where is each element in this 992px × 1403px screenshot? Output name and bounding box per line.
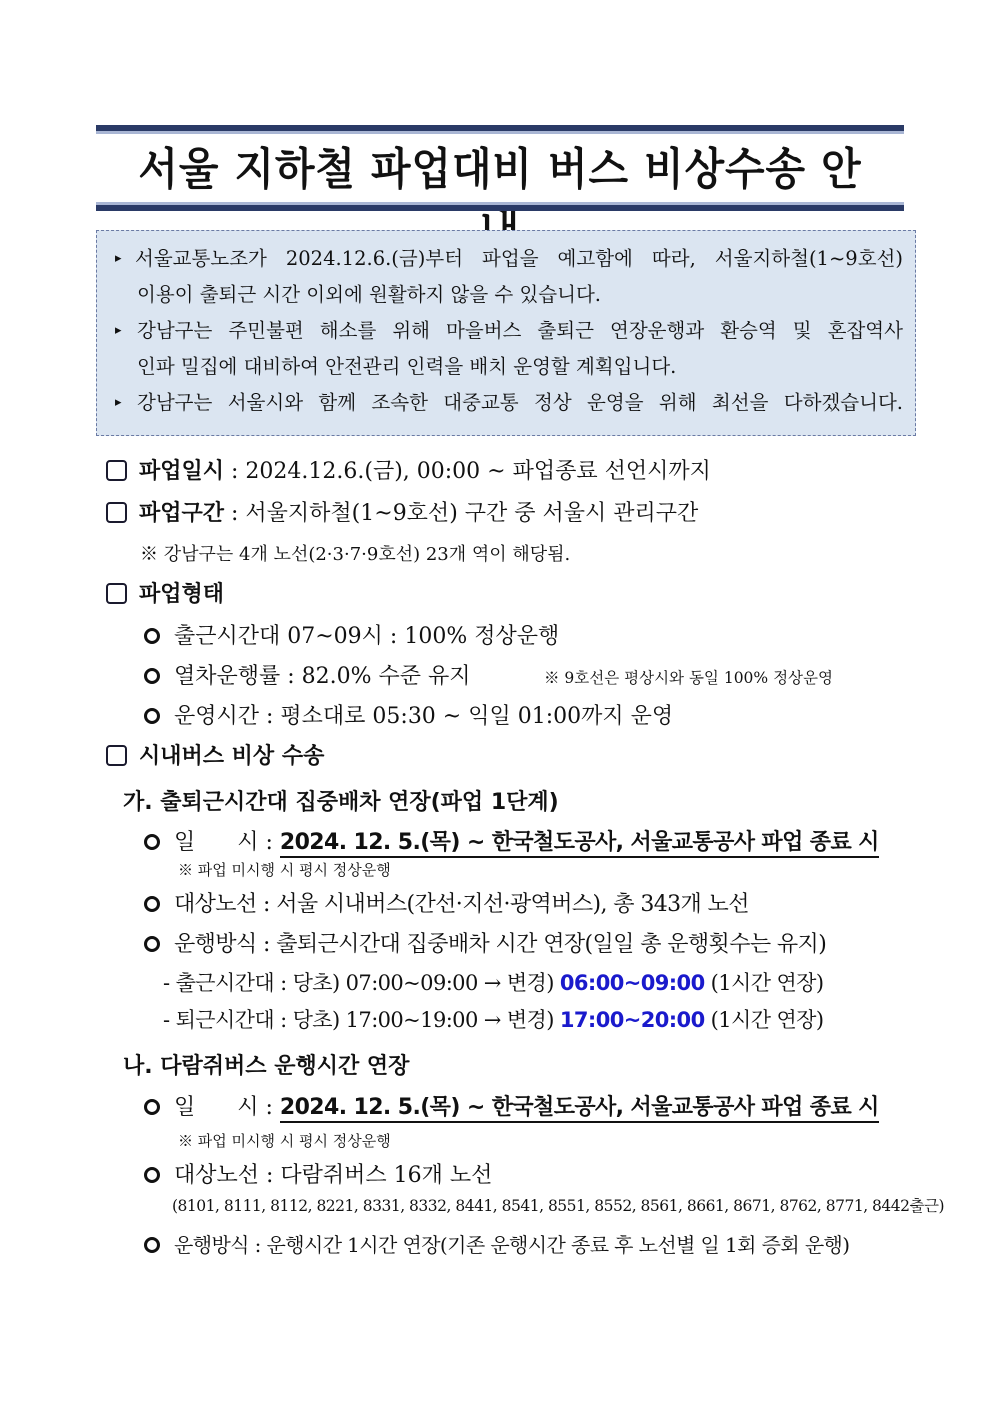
strike-section-value: : 서울지하철(1~9호선) 구간 중 서울시 관리구간 bbox=[224, 501, 699, 526]
intro-notice-box bbox=[96, 230, 916, 436]
title-top-rule bbox=[96, 125, 904, 134]
section-b-routes: 대상노선 : 다람쥐버스 16개 노선 bbox=[174, 1163, 493, 1188]
section-b-date-value: 2024. 12. 5.(목) ~ 한국철도공사, 서울교통공사 파업 종료 시 bbox=[280, 1095, 879, 1123]
intro-paragraph-1 bbox=[111, 241, 903, 313]
intro-line: 이용이 출퇴근 시간 이외에 원활하지 않을 수 있습니다. bbox=[137, 283, 602, 306]
checkbox-square-icon bbox=[106, 460, 127, 481]
strike-type-item bbox=[144, 619, 559, 650]
strike-type-item-text: 출근시간대 07~09시 : 100% 정상운행 bbox=[174, 624, 560, 649]
morning-change-text: - 출근시간대 : 당초) 07:00~09:00 → 변경) bbox=[163, 971, 560, 995]
intro-paragraph-3 bbox=[111, 385, 903, 421]
checkbox-square-icon bbox=[106, 583, 127, 604]
circle-bullet-icon bbox=[144, 708, 160, 724]
evening-new-time: 17:00~20:00 bbox=[559, 1008, 705, 1032]
strike-section-note: ※ 강남구는 4개 노선(2·3·7·9호선) 23개 역이 해당됨. bbox=[140, 544, 571, 565]
triangle-bullet-icon: ▸ bbox=[115, 323, 122, 338]
circle-bullet-icon bbox=[144, 834, 160, 850]
line-9-note: ※ 9호선은 평상시와 동일 100% 정상운영 bbox=[544, 669, 833, 687]
strike-type-item-text: 열차운행률 : 82.0% 수준 유지 bbox=[174, 664, 471, 689]
intro-line: 강남구는 서울시와 함께 조속한 대중교통 정상 운영을 위해 최선을 다하겠습니다. bbox=[137, 391, 903, 414]
evening-change-text: - 퇴근시간대 : 당초) 17:00~19:00 → 변경) bbox=[163, 1008, 560, 1032]
evening-extension: (1시간 연장) bbox=[704, 1008, 824, 1032]
section-a-heading: 가. 출퇴근시간대 집중배차 연장(파업 1단계) bbox=[123, 790, 559, 815]
checkbox-square-icon bbox=[106, 745, 127, 766]
section-b-date-note: ※ 파업 미시행 시 평시 정상운행 bbox=[178, 1132, 391, 1150]
triangle-bullet-icon: ▸ bbox=[115, 251, 122, 266]
morning-new-time: 06:00~09:00 bbox=[559, 971, 705, 995]
strike-type-label: 파업형태 bbox=[139, 582, 225, 607]
city-bus-row bbox=[106, 739, 324, 770]
section-a-date-note: ※ 파업 미시행 시 평시 정상운행 bbox=[178, 861, 391, 879]
strike-type-item bbox=[144, 699, 673, 730]
section-a-date-label: 일 시 : bbox=[174, 830, 280, 855]
strike-date-row bbox=[106, 454, 711, 485]
circle-bullet-icon bbox=[144, 1099, 160, 1115]
section-a-date-row bbox=[144, 825, 879, 856]
intro-paragraph-2 bbox=[111, 313, 903, 385]
circle-bullet-icon bbox=[144, 936, 160, 952]
title-bottom-rule bbox=[96, 202, 904, 211]
circle-bullet-icon bbox=[144, 896, 160, 912]
triangle-bullet-icon: ▸ bbox=[115, 395, 122, 410]
section-a-method: 운행방식 : 출퇴근시간대 집중배차 시간 연장(일일 총 운행횟수는 유지) bbox=[174, 932, 827, 957]
section-a-routes-row bbox=[144, 887, 749, 918]
section-a-evening-row bbox=[163, 1004, 823, 1034]
morning-extension: (1시간 연장) bbox=[704, 971, 824, 995]
section-a-date-value: 2024. 12. 5.(목) ~ 한국철도공사, 서울교통공사 파업 종료 시 bbox=[280, 830, 879, 858]
intro-line: 서울교통노조가 2024.12.6.(금)부터 파업을 예고함에 따라, 서울지하철(1~9호선) bbox=[135, 247, 903, 270]
checkbox-square-icon bbox=[106, 502, 127, 523]
intro-line: 강남구는 주민불편 해소를 위해 마을버스 출퇴근 연장운행과 환승역 및 혼잡역사 bbox=[137, 319, 903, 342]
strike-section-row bbox=[106, 496, 698, 527]
section-b-method-row bbox=[144, 1229, 849, 1258]
circle-bullet-icon bbox=[144, 668, 160, 684]
section-a-morning-row bbox=[163, 967, 823, 997]
strike-section-label: 파업구간 bbox=[139, 501, 225, 526]
city-bus-label: 시내버스 비상 수송 bbox=[139, 744, 325, 769]
section-b-routes-list: (8101, 8111, 8112, 8221, 8331, 8332, 8441, 8541, 8551, 8552, 8561, 8661, 8671, 8762, 8771, 8442출근) bbox=[172, 1197, 944, 1215]
strike-type-item-text: 운영시간 : 평소대로 05:30 ~ 익일 01:00까지 운영 bbox=[174, 704, 674, 729]
section-b-method: 운행방식 : 운행시간 1시간 연장(기존 운행시간 종료 후 노선별 일 1회 증회 운행) bbox=[174, 1233, 850, 1257]
title-block bbox=[96, 140, 904, 200]
section-a-method-row bbox=[144, 927, 826, 958]
strike-type-item bbox=[144, 659, 471, 690]
section-b-date-row bbox=[144, 1090, 879, 1121]
circle-bullet-icon bbox=[144, 1237, 160, 1253]
section-b-heading: 나. 다람쥐버스 운행시간 연장 bbox=[123, 1054, 410, 1079]
section-a-routes: 대상노선 : 서울 시내버스(간선·지선·광역버스), 총 343개 노선 bbox=[174, 892, 749, 917]
section-b-routes-row bbox=[144, 1158, 492, 1189]
intro-line: 인파 밀집에 대비하여 안전관리 인력을 배치 운영할 계획입니다. bbox=[137, 355, 677, 378]
strike-date-label: 파업일시 bbox=[139, 459, 225, 484]
strike-type-row bbox=[106, 577, 224, 608]
strike-date-value: : 2024.12.6.(금), 00:00 ~ 파업종료 선언시까지 bbox=[224, 459, 711, 484]
section-b-date-label: 일 시 : bbox=[174, 1095, 280, 1120]
page-title: 서울 지하철 파업대비 버스 비상수송 안 bbox=[138, 144, 862, 195]
circle-bullet-icon bbox=[144, 628, 160, 644]
circle-bullet-icon bbox=[144, 1167, 160, 1183]
